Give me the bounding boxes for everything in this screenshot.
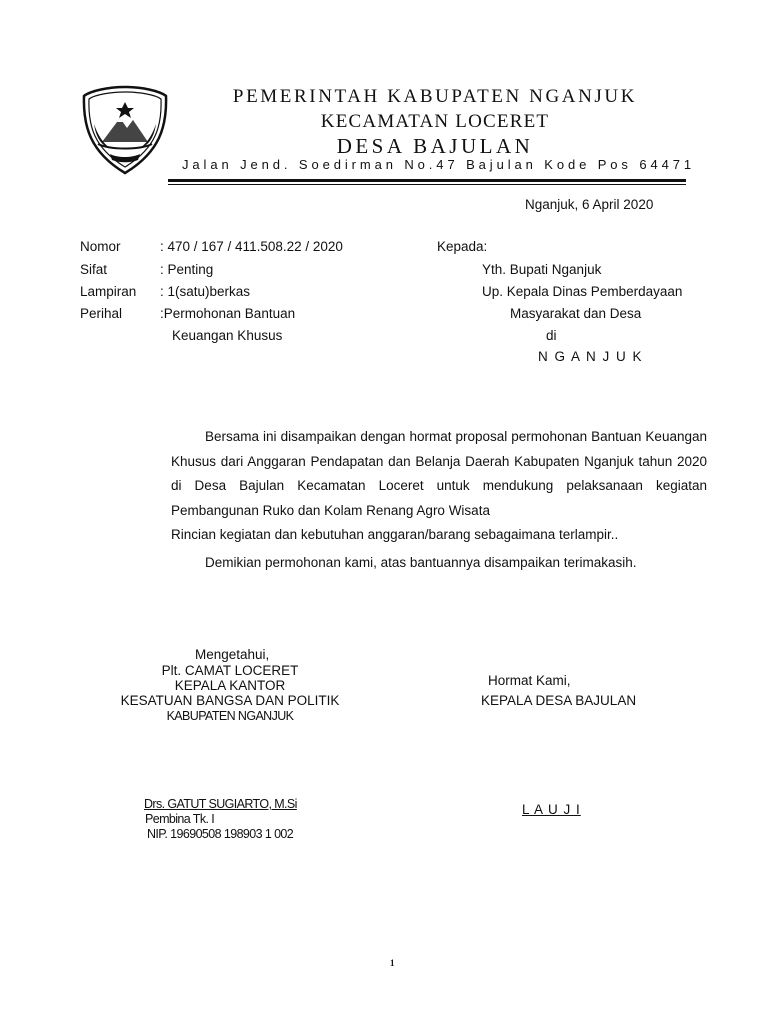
recipient-line1: Yth. Bupati Nganjuk — [482, 262, 602, 277]
body-paragraph-2: Rincian kegiatan dan kebutuhan anggaran/barang sebagaimana terlampir.. — [171, 527, 619, 542]
nomor-value: : 470 / 167 / 411.508.22 / 2020 — [160, 239, 343, 254]
recipient-kepada: Kepada: — [437, 239, 488, 254]
recipient-line2: Up. Kepala Dinas Pemberdayaan — [482, 284, 683, 299]
perihal-value-line2: Keuangan Khusus — [172, 328, 283, 343]
letterhead-rule-thick — [168, 179, 686, 182]
letterhead-village: DESA BAJULAN — [336, 134, 534, 158]
sign-left-nip: NIP. 19690508 198903 1 002 — [147, 827, 294, 841]
sign-right-title: KEPALA DESA BAJULAN — [481, 693, 637, 708]
sifat-value: : Penting — [160, 262, 214, 277]
recipient-line4: di — [546, 328, 557, 343]
perihal-label: Perihal — [80, 306, 123, 321]
letterhead-government: PEMERINTAH KABUPATEN NGANJUK — [232, 86, 638, 107]
letterhead-address: Jalan Jend. Soedirman No.47 Bajulan Kode Pos 64471 — [182, 157, 695, 172]
letter-date: Nganjuk, 6 April 2020 — [525, 197, 654, 212]
lampiran-value: : 1(satu)berkas — [160, 284, 251, 299]
recipient-line5: N G A N J U K — [538, 349, 644, 364]
nomor-label: Nomor — [80, 239, 121, 254]
sifat-label: Sifat — [80, 262, 108, 277]
recipient-line3: Masyarakat dan Desa — [510, 306, 642, 321]
sign-left-title2: KEPALA KANTOR — [174, 678, 286, 693]
letterhead-district: KECAMATAN LOCERET — [320, 111, 550, 132]
lampiran-label: Lampiran — [80, 284, 137, 299]
sign-left-title3: KESATUAN BANGSA DAN POLITIK — [120, 693, 340, 708]
sign-left-title1: Plt. CAMAT LOCERET — [161, 663, 299, 678]
sign-left-title4: KABUPATEN NGANJUK — [166, 709, 294, 723]
sign-left-name: Drs. GATUT SUGIARTO, M.Si — [144, 797, 297, 811]
page-number: 1 — [390, 958, 395, 968]
perihal-value-line1: :Permohonan Bantuan — [160, 306, 296, 321]
body-paragraph-3: Demikian permohonan kami, atas bantuannya disampaikan terimakasih. — [205, 555, 637, 570]
sign-right-hormat: Hormat Kami, — [488, 673, 571, 688]
sign-left-mengetahui: Mengetahui, — [195, 647, 270, 662]
letterhead-rule-thin — [168, 184, 686, 185]
sign-left-rank: Pembina Tk. I — [145, 812, 215, 826]
sign-right-name: L A U J I — [522, 802, 581, 817]
body-paragraph-1: Bersama ini disampaikan dengan hormat proposal permohonan Bantuan Keuangan Khusus dari Anggaran Pendapatan dan Belanja Daerah Kabupaten Nganjuk tahun 2020 di Desa Bajulan Kecamatan Loceret untuk mendukung pelaksanaan kegiatan Pembangunan Ruko dan Kolam Renang Agro Wisata — [171, 429, 707, 518]
